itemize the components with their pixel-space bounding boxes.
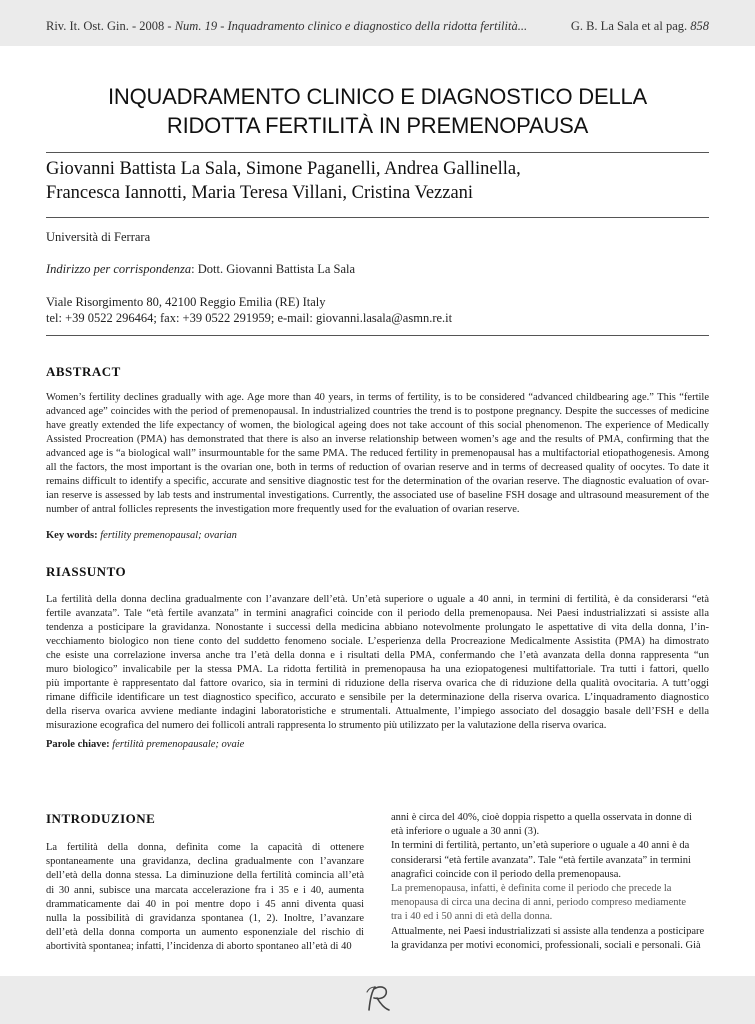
text-line: anni è circa del 40%, cioè doppia rispetto a quella osservata in donne di [391, 812, 692, 823]
text-line: advanced age is “a biological wall” insurmountable for the same PMA. The reduced fertility in premenopausal has a multifactorial etiopathogenesis. Among [46, 448, 709, 459]
journal-logo [361, 982, 395, 1021]
journal-citation [46, 19, 527, 34]
text-line: anagrafici coincide con il periodo della premenopausa. [391, 868, 622, 880]
issue-title: Num. 19 - Inquadramento clinico e diagnostico della ridotta fertilità... [174, 19, 528, 33]
authors-line-1: Giovanni Battista La Sala, Simone Paganelli, Andrea Gallinella, [46, 159, 521, 179]
text-line: Attualmente, nei Paesi industrializzati si assiste alla tendenza a posticipare [391, 925, 705, 937]
text-line: Assisted Procreation (PMA) has demonstrated that there is also an inverse relationship between women’s age and the results of PMA, confirming that the [46, 434, 709, 445]
affiliation: Università di Ferrara [46, 230, 151, 244]
text-line: Women’s fertility declines gradually with age. Age more than 40 years, in terms of fertility, is to be considered “advanced childbearing age.” This “fertile [46, 392, 709, 403]
text-line: spontaneamente una gravidanza, declina gradualmente con l’avanzare [46, 856, 364, 868]
abstract-heading: ABSTRACT [46, 364, 121, 379]
text-line: della riserva ovarica avviene mediante indagini laboratoristiche e strumentali. Attualmente, l’impiego associato del dosaggio basale dell’FSH e della [46, 706, 709, 717]
text-line: all the factors, the most important is the ovarian one, both in terms of reduction of ovarian reserve and in terms of decreased quality of oocytes. To date it [46, 462, 709, 473]
correspondence [46, 262, 355, 277]
page-label: pag. [665, 19, 691, 33]
text-line: number of antral follicles represents the investigation more frequently used for the evaluation of ovarian reserve. [46, 504, 520, 515]
authors-short: G. B. La Sala et al [570, 19, 663, 33]
text-line: considerarsi “età fertile avanzata”. Tale “età fertile avanzata” in termini [391, 854, 691, 866]
text-line: drammaticamente dai 40 in poi mentre dopo i 45 anni diventa quasi [46, 898, 364, 910]
title-line-1: INQUADRAMENTO CLINICO E DIAGNOSTICO DELLA [107, 84, 648, 109]
title-line-2: RIDOTTA FERTILITÀ IN PREMENOPAUSA [166, 113, 589, 138]
text-line: La fertilità della donna, definita come la capacità di ottenere [46, 842, 364, 853]
riassunto-keywords [46, 739, 244, 750]
parole-chiave-text: fertilità premenopausale; ovaie [109, 739, 245, 750]
riassunto-body [46, 593, 709, 733]
text-line: ian reserve is assessed by lab tests and instrumental investigations. Currently, the associated use of baseline FSH dosage and ultrasound measurement of the [46, 490, 709, 501]
page-info [571, 19, 709, 34]
riassunto-heading: RIASSUNTO [46, 564, 127, 579]
correspondence-label: Indirizzo per corrispondenza [46, 262, 192, 276]
text-line: advanced age” coincides with the period of premenopausal. In industrialized countries the trend is to postpone pregnancy. Despite the successes of medicine [46, 406, 709, 417]
text-line: have greatly extended the life expectancy of women, the biological ageing does not take account of this social phenomenon. The experience of Medically [46, 420, 709, 431]
text-line: abortività spontanea; infatti, l’incidenza di aborto spontaneo all’età di 40 [46, 941, 352, 953]
text-line: più importante è rappresentato dal fattore ovarico, sia in termini di riduzione della riserva ovarica che di riduzione della qualità ovocitaria. A tutt’oggi [46, 678, 709, 689]
text-line: dell’età della donna stessa. La diminuzione della fertilità comincia all’età [46, 870, 364, 882]
text-line: vecchiamento biologico non tiene conto del suddetto fenomeno sociale. L’esperienza della Procreazione Medicalmente Assistita (PMA) ha dimostrato [46, 636, 709, 647]
intro-right-column [391, 811, 709, 953]
postal-address: Viale Risorgimento 80, 42100 Reggio Emilia (RE) Italy [46, 295, 326, 309]
parole-chiave-label: Parole chiave: [46, 739, 110, 750]
text-line: tendenza a posticipare la gravidanza. Nonostante i successi della medicina abbiano notevolmente prolungato le aspettative di vita della donna, l’in- [46, 622, 709, 633]
authors-line-2: Francesca Iannotti, Maria Teresa Villani, Cristina Vezzani [46, 183, 474, 203]
divider [46, 217, 709, 218]
text-line: nulla la possibilità di gravidanza spontanea (1, 2). Inoltre, l’avanzare [46, 913, 364, 925]
contact-details: tel: +39 0522 296464; fax: +39 0522 291959; e-mail: giovanni.lasala@asmn.re.it [46, 311, 453, 325]
text-line: fertile avanzata”. Tale “età fertile avanzata” in termini anagrafici coincide con il periodo della premenopausa. Nei Paesi industrializzati si assiste alla [46, 608, 709, 619]
introduzione-heading: INTRODUZIONE [46, 811, 156, 826]
divider [46, 152, 709, 153]
text-line: tra i 40 ed i 50 anni di età della donna. [391, 911, 553, 923]
abstract-body [46, 391, 709, 517]
intro-left-column [46, 841, 364, 955]
text-line: la gravidanza per motivi economici, professionali, sociali e personali. Già [391, 939, 701, 951]
text-line: dell’età della donna comporta un aumento esponenziale del rischio di [46, 927, 364, 939]
keywords-label: Key words: [46, 530, 98, 541]
text-line: rimane difficile identificare un test diagnostico specifico, accurato e sensibile per la determinazione della riserva ovarica. L’inquadramento diagnostico [46, 692, 709, 703]
text-line: remains difficult to identify a specific, accurate and sensitive diagnostic test for the determination of the ovarian reserve. The diagnostic evaluation of ovar- [46, 476, 709, 487]
correspondence-name: : Dott. Giovanni Battista La Sala [191, 262, 356, 276]
text-line: età inferiore o uguale a 30 anni (3). [391, 826, 540, 838]
page-number: 858 [690, 19, 709, 33]
text-line: misurazione ecografica del numero dei follicoli antrali rappresenta lo strumento più utilizzato per la valutazione della riserva ovarica. [46, 720, 607, 731]
text-line: La fertilità della donna declina gradualmente con l’avanzare dell’età. Un’età superiore o uguale a 40 anni, in termini di fertilità, è da considerarsi “età [46, 594, 709, 605]
keywords-text: fertility premenopausal; ovarian [97, 530, 237, 541]
journal-name: Riv. It. Ost. Gin. - 2008 - [46, 19, 175, 33]
article-title [46, 82, 709, 140]
text-line: che esiste una correlazione inversa anche tra l’età della donna e i risultati della PMA, confermando che l’età avanzata della donna rappresenta “un [46, 650, 709, 661]
abstract-keywords [46, 530, 237, 541]
text-line: di 30 anni, subisce una marcata accelerazione fra i 35 e i 40, aumenta [46, 884, 364, 896]
contact-block [46, 294, 452, 326]
text-line: In termini di fertilità, pertanto, un’età superiore o uguale a 40 anni è da [391, 840, 690, 852]
running-header [0, 0, 755, 46]
author-list [46, 157, 709, 205]
text-line: La premenopausa, infatti, è definita come il periodo che precede la [391, 883, 672, 895]
divider [46, 335, 709, 336]
text-line: muro biologico” invalicabile per la stessa PMA. La ridotta fertilità in premenopausa ha una eziopatogenesi multifattoriale. Tra tutti i fattori, quello [46, 664, 709, 675]
text-line: menopausa di circa una decina di anni, periodo compreso mediamente [391, 897, 687, 909]
